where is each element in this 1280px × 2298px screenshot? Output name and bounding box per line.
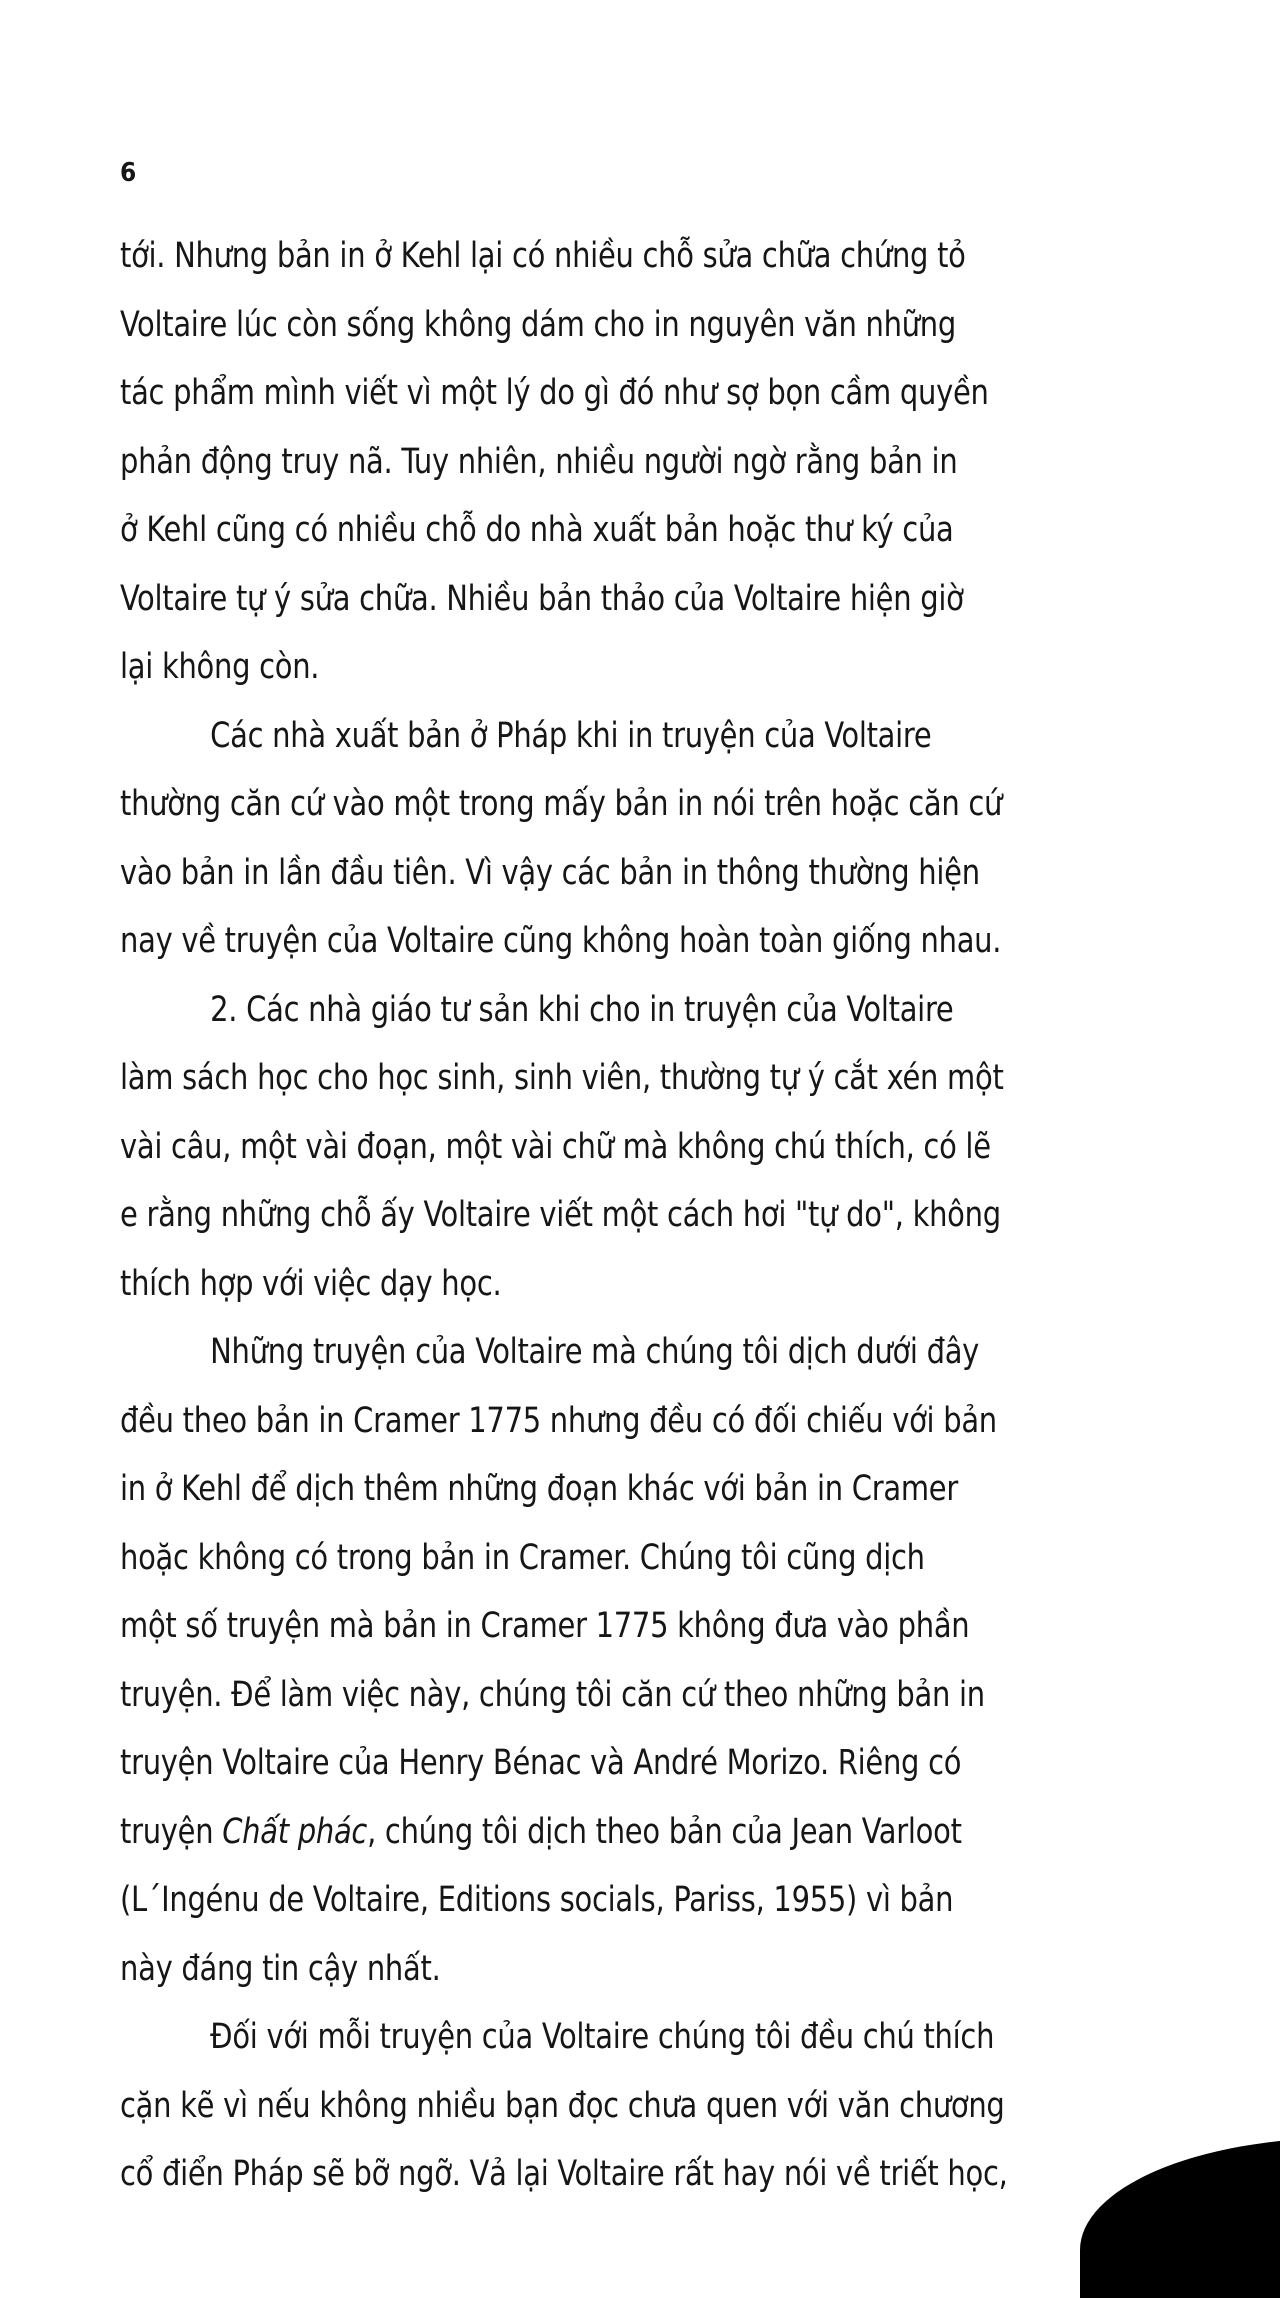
text-line: lại không còn. [120, 647, 320, 687]
text-line: nay về truyện của Voltaire cũng không hoàn toàn giống nhau. [120, 921, 1002, 961]
text-line: Voltaire lúc còn sống không dám cho in nguyên văn những [120, 304, 956, 345]
text-line: truyện. Để làm việc này, chúng tôi căn cứ theo những bản in [120, 1674, 985, 1715]
text-line: cổ điển Pháp sẽ bỡ ngỡ. Vả lại Voltaire rất hay nói về triết học, [120, 2154, 1008, 2194]
text-line: ở Kehl cũng có nhiều chỗ do nhà xuất bản hoặc thư ký của [120, 510, 954, 550]
text-line: thích hợp với việc dạy học. [120, 1263, 502, 1304]
text-line: vài câu, một vài đoạn, một vài chữ mà không chú thích, có lẽ [120, 1126, 991, 1167]
text-line: thường căn cứ vào một trong mấy bản in nói trên hoặc căn cứ [120, 784, 1003, 824]
text-line: truyện Voltaire của Henry Bénac và André Morizo. Riêng có [120, 1743, 962, 1783]
paragraph-start-line: 2. Các nhà giáo tư sản khi cho in truyện của Voltaire [210, 989, 954, 1030]
paragraph-start-line: Những truyện của Voltaire mà chúng tôi dịch dưới đây [210, 1332, 980, 1372]
paragraph-start-line: Đối với mỗi truyện của Voltaire chúng tôi đều chú thích [210, 2017, 995, 2057]
paragraph-start-line: Các nhà xuất bản ở Pháp khi in truyện của Voltaire [210, 715, 932, 756]
text-line-with-italic [120, 1798, 1095, 1867]
text-line: vào bản in lần đầu tiên. Vì vậy các bản in thông thường hiện [120, 852, 980, 893]
text-line: này đáng tin cậy nhất. [120, 1948, 441, 1989]
text-line: phản động truy nã. Tuy nhiên, nhiều người ngờ rằng bản in [120, 441, 958, 482]
page-number: 6 [120, 158, 137, 188]
text-line: cặn kẽ vì nếu không nhiều bạn đọc chưa quen với văn chương [120, 2085, 1005, 2126]
book-title-italic: Chất phác [222, 1811, 368, 1852]
text-line: in ở Kehl để dịch thêm những đoạn khác với bản in Cramer [120, 1469, 958, 1509]
body-text [120, 222, 1180, 2209]
text-line: đều theo bản in Cramer 1775 nhưng đều có đối chiếu với bản [120, 1400, 997, 1441]
text-line: tác phẩm mình viết vì một lý do gì đó như sợ bọn cầm quyền [120, 373, 989, 413]
text-line: hoặc không có trong bản in Cramer. Chúng tôi cũng dịch [120, 1537, 925, 1578]
text-segment: , chúng tôi dịch theo bản của Jean Varloot [367, 1811, 962, 1852]
text-line: e rằng những chỗ ấy Voltaire viết một cách hơi "tự do", không [120, 1195, 1001, 1235]
text-line: một số truyện mà bản in Cramer 1775 không đưa vào phần [120, 1606, 970, 1646]
text-line: tới. Nhưng bản in ở Kehl lại có nhiều chỗ sửa chữa chứng tỏ [120, 236, 966, 276]
text-line: làm sách học cho học sinh, sinh viên, thường tự ý cắt xén một [120, 1058, 1004, 1098]
text-line: (L´Ingénu de Voltaire, Editions socials, Pariss, 1955) vì bản [120, 1880, 954, 1920]
text-segment: truyện [120, 1811, 223, 1852]
text-line: Voltaire tự ý sửa chữa. Nhiều bản thảo của Voltaire hiện giờ [120, 578, 964, 619]
